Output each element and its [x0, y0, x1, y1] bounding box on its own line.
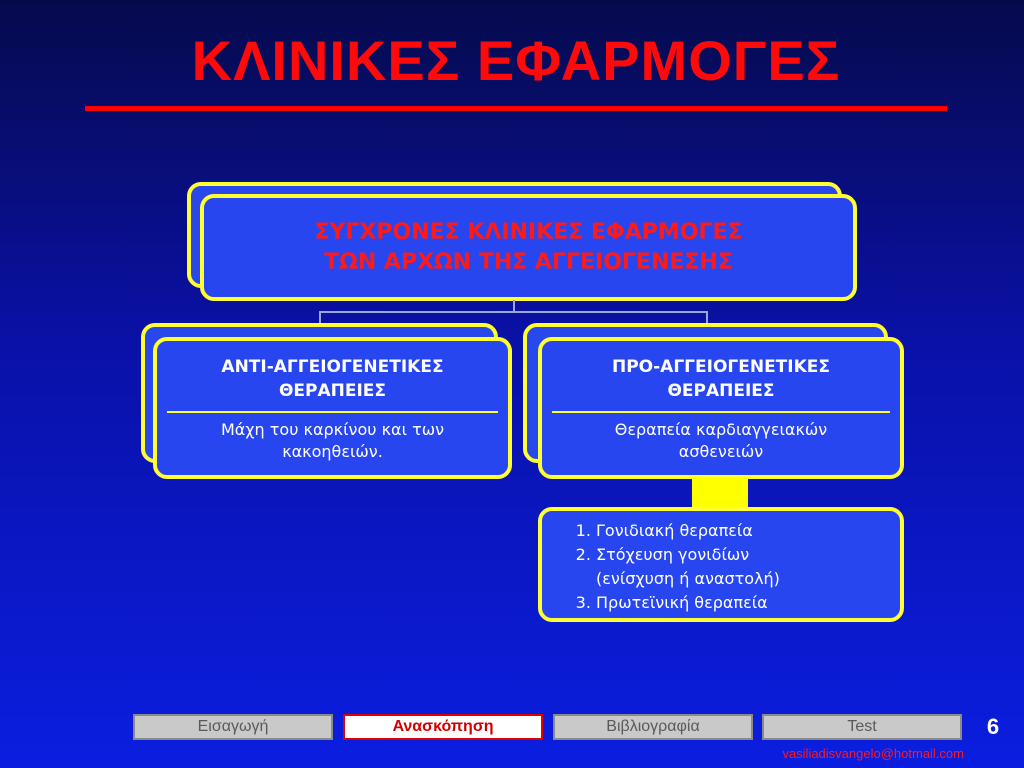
nav-test-button[interactable]: Test	[762, 714, 962, 740]
anti-text-line-2: κακοηθειών.	[282, 442, 383, 461]
page-number: 6	[986, 714, 1000, 739]
gene-targeting-line-1: 2. Στόχευση γονιδίων	[596, 545, 750, 564]
nav-review-button[interactable]: Ανασκόπηση	[343, 714, 543, 740]
anti-heading-line-2: ΘΕΡΑΠΕΙΕΣ	[278, 381, 387, 401]
anti-text-line-1: Μάχη του καρκίνου και των	[220, 420, 445, 439]
list-item-gene-targeting	[596, 543, 900, 591]
gene-targeting-line-2: (ενίσχυση ή αναστολή)	[596, 569, 780, 588]
pro-text-line-2: ασθενειών	[678, 442, 764, 461]
therapy-list	[542, 519, 900, 615]
pro-heading-line-2: ΘΕΡΑΠΕΙΕΣ	[667, 381, 775, 401]
root-box	[200, 194, 857, 301]
slide-title: ΚΛΙΝΙΚΕΣ ΕΦΑΡΜΟΓΕΣ	[191, 29, 841, 92]
pro-text-line-1: Θεραπεία καρδιαγγειακών	[614, 420, 828, 439]
anti-angiogenic-box	[153, 337, 512, 479]
pro-angiogenic-box	[538, 337, 904, 479]
nav-intro-button[interactable]: Εισαγωγή	[133, 714, 333, 740]
anti-description	[157, 413, 508, 463]
root-line-1: ΣΥΓΧΡΟΝΕΣ ΚΛΙΝΙΚΕΣ ΕΦΑΡΜΟΓΕΣ	[314, 219, 743, 245]
title-underline	[85, 106, 947, 111]
root-line-2: ΤΩΝ ΑΡΧΩΝ ΤΗΣ ΑΓΓΕΙΟΓΕΝΕΣΗΣ	[324, 249, 733, 275]
list-connector	[692, 478, 748, 510]
anti-heading-line-1: ΑΝΤΙ-ΑΓΓΕΙΟΓΕΝΕΤΙΚΕΣ	[221, 357, 444, 377]
pro-angiogenic-heading	[542, 341, 900, 411]
connector-horizontal	[319, 311, 708, 313]
anti-angiogenic-heading	[157, 341, 508, 411]
therapy-list-box	[538, 507, 904, 622]
nav-bibliography-button[interactable]: Βιβλιογραφία	[553, 714, 753, 740]
pro-description	[542, 413, 900, 463]
pro-heading-line-1: ΠΡΟ-ΑΓΓΕΙΟΓΕΝΕΤΙΚΕΣ	[611, 357, 830, 377]
author-email: vasiliadisvangelo@hotmail.com	[782, 746, 964, 761]
list-item-protein-therapy: 3. Πρωτεϊνική θεραπεία	[596, 591, 900, 615]
list-item-gene-therapy: 1. Γονιδιακή θεραπεία	[596, 519, 900, 543]
